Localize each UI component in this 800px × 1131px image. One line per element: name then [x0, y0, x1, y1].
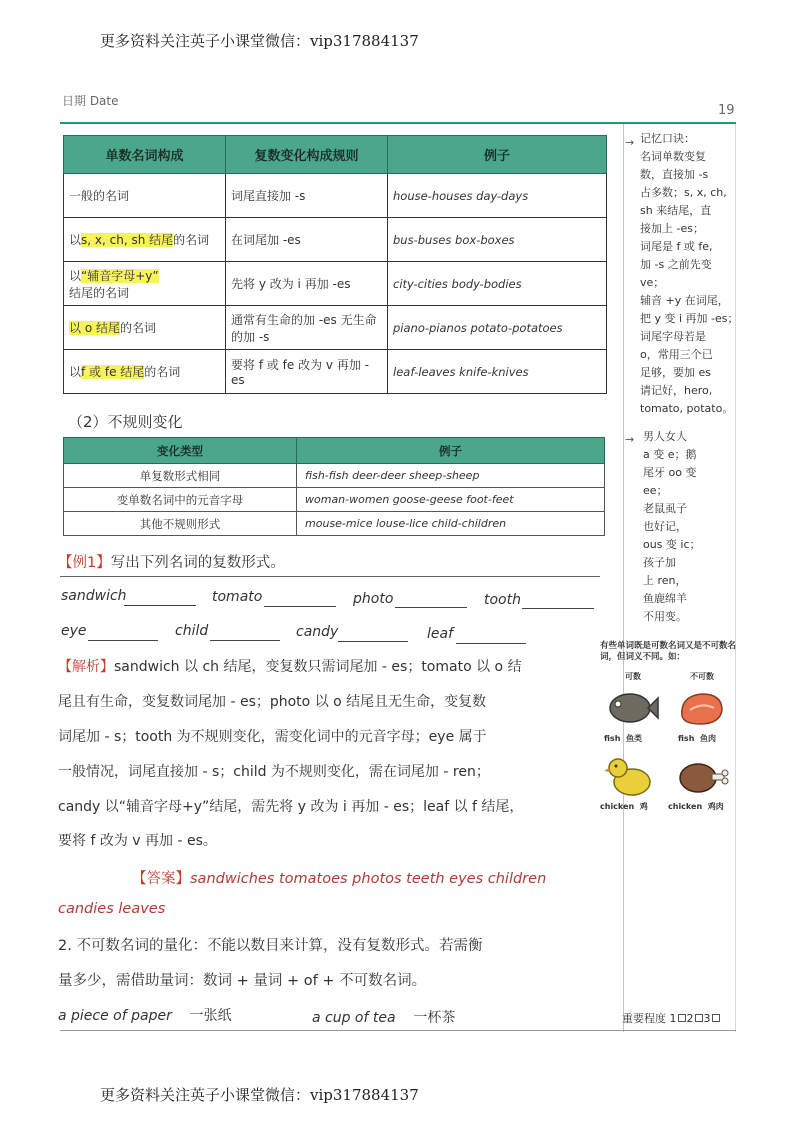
answer-label: 【答案】 — [132, 871, 190, 887]
memo-line: 不用变。 — [643, 610, 687, 623]
table-cell: leaf-leaves knife-knives — [388, 350, 607, 394]
memo-line: 词尾字母若是 — [640, 330, 706, 343]
uncountable-line: 2. 不可数名词的量化：不能以数目来计算，没有复数形式。若需衡 — [58, 938, 483, 954]
analysis-line — [58, 656, 522, 676]
highlighted-text: “辅音字母+y” — [81, 268, 159, 283]
cell-text: 的名词 — [119, 321, 156, 335]
cell-text: 以 — [69, 365, 82, 379]
table-cell — [64, 262, 226, 306]
chicken-label — [600, 801, 648, 812]
irregular-plural-table — [63, 437, 605, 536]
word-leaf: leaf — [427, 626, 454, 642]
word-candy: candy — [296, 624, 339, 640]
page-number: 19 — [718, 103, 735, 118]
memo-line: 请记好，hero, — [640, 384, 713, 397]
analysis-line: 词尾加 - s；tooth 为不规则变化，需变化词中的元音字母；eye 属于 — [58, 729, 487, 745]
table-cell: house-houses day-days — [388, 174, 607, 218]
highlighted-text: s, x, ch, sh 结尾 — [81, 233, 174, 247]
answer-text: sandwiches tomatoes photos teeth eyes children — [190, 871, 547, 887]
table1-header: 复数变化构成规则 — [226, 136, 388, 174]
example-instruction: 写出下列名词的复数形式。 — [110, 555, 285, 571]
table-row — [64, 306, 607, 350]
memo-line: o，常用三个已 — [640, 348, 713, 361]
table-cell: 变单数名词中的元音字母 — [64, 488, 297, 512]
label-en: chicken — [668, 802, 703, 811]
memo-line: 足够，要加 es — [640, 366, 711, 379]
answer-blank[interactable] — [264, 606, 336, 607]
memo-line: 接加上 -es； — [640, 222, 704, 235]
example-en: a piece of paper — [58, 1008, 172, 1024]
table-cell: 要将 f 或 fe 改为 v 再加 -es — [226, 350, 388, 394]
analysis-line: 尾且有生命，变复数词尾加 - es；photo 以 o 结尾且无生命，变复数 — [58, 694, 487, 710]
cell-text: 结尾的名词 — [69, 285, 130, 300]
watermark-bottom: 更多资料关注英子小课堂微信：vip317884137 — [100, 1086, 419, 1104]
fish-meat-icon — [676, 688, 728, 728]
word-sandwich: sandwich — [61, 588, 127, 604]
highlighted-text: 以 o 结尾 — [69, 321, 120, 335]
rating-checkbox[interactable] — [695, 1014, 703, 1022]
label-en: chicken — [600, 802, 635, 811]
analysis-text: sandwich 以 ch 结尾，变复数只需词尾加 - es；tomato 以 o 结 — [114, 659, 522, 675]
table2-header: 例子 — [297, 438, 605, 464]
memo-line: 男人女人 — [643, 430, 687, 443]
table1-header: 例子 — [388, 136, 607, 174]
answer-blank[interactable] — [456, 643, 526, 644]
label-en: fish — [678, 734, 695, 743]
memo-line: 老鼠虱子 — [643, 502, 687, 515]
table2-header: 变化类型 — [64, 438, 297, 464]
fish-icon — [600, 686, 660, 730]
watermark-top: 更多资料关注英子小课堂微信：vip317884137 — [100, 32, 419, 50]
memo-line: ve； — [640, 276, 665, 289]
memo-line: 占多数；s, x, ch, — [640, 186, 727, 199]
rating-checkbox[interactable] — [712, 1014, 720, 1022]
uncountable-example — [58, 1005, 232, 1025]
word-photo: photo — [353, 591, 394, 607]
chicken-icon — [604, 752, 656, 798]
example-zh: 一杯茶 — [413, 1010, 456, 1026]
table-cell — [64, 306, 226, 350]
table-row — [64, 350, 607, 394]
answer-blank[interactable] — [88, 640, 158, 641]
table-cell: 其他不规则形式 — [64, 512, 297, 536]
cell-text: 以 — [69, 233, 82, 247]
memo-line: 名词单数变复 — [640, 150, 706, 163]
memo-line: 加 -s 之前先变 — [640, 258, 712, 271]
example-zh: 一张纸 — [189, 1008, 232, 1024]
arrow-icon: → — [625, 136, 635, 149]
cell-text: 的名词 — [144, 365, 181, 379]
analysis-line: 要将 f 改为 v 再加 - es。 — [58, 833, 217, 849]
section-title: （2）不规则变化 — [68, 413, 183, 431]
rating-number: 3 — [703, 1012, 711, 1025]
example-label: 例1 — [72, 555, 97, 571]
memo-line: 鱼鹿绵羊 — [643, 592, 687, 605]
sidebar-divider — [623, 124, 624, 1032]
highlighted-text: f 或 fe 结尾 — [81, 365, 145, 379]
table-cell: 在词尾加 -es — [226, 218, 388, 262]
table-cell: bus-buses box-boxes — [388, 218, 607, 262]
table-cell: fish-fish deer-deer sheep-sheep — [297, 464, 605, 488]
cell-text: 以 — [69, 268, 82, 283]
table1-header: 单数名词构成 — [64, 136, 226, 174]
uncountable-line: 量多少，需借助量词：数词 + 量词 + of + 不可数名词。 — [58, 973, 427, 989]
memo-line: ous 变 ic； — [643, 538, 701, 551]
date-label: 日期 Date — [62, 94, 119, 108]
table-row — [64, 218, 607, 262]
analysis-line: 一般情况，词尾直接加 - s；child 为不规则变化，需在词尾加 - ren； — [58, 764, 490, 780]
importance-label: 重要程度 1 — [622, 1012, 677, 1025]
bracket: 】 — [96, 555, 111, 571]
table-row — [64, 174, 607, 218]
memo-line: ee； — [643, 484, 668, 497]
table-cell: 先将 y 改为 i 再加 -es — [226, 262, 388, 306]
table-row — [64, 464, 605, 488]
answer-blank[interactable] — [124, 605, 196, 606]
label-zh: 鱼类 — [625, 734, 642, 743]
memory-tip-irregular — [643, 428, 747, 626]
table-cell — [64, 350, 226, 394]
table-row — [64, 488, 605, 512]
chicken-meat-label — [668, 801, 724, 812]
cell-text: 的名词 — [173, 233, 210, 247]
answer-blank[interactable] — [338, 641, 408, 642]
memo-line: tomato, potato。 — [640, 402, 734, 415]
answer-line: candies leaves — [58, 901, 166, 917]
table-cell: woman-women goose-geese foot-feet — [297, 488, 605, 512]
bracket: 【 — [58, 555, 73, 571]
answer-blank[interactable] — [395, 607, 467, 608]
memo-line: 词尾是 f 或 fe, — [640, 240, 713, 253]
table-cell: 通常有生命的加 -es 无生命的加 -s — [226, 306, 388, 350]
memo-line: 记忆口诀： — [640, 132, 695, 145]
arrow-icon: → — [625, 433, 635, 446]
chicken-meat-icon — [674, 756, 730, 798]
rating-checkbox[interactable] — [678, 1014, 686, 1022]
memo-line: 把 y 变 i 再加 -es； — [640, 312, 739, 325]
memo-line: 孩子加 — [643, 556, 676, 569]
label-zh: 鸡肉 — [707, 802, 724, 811]
table-cell: mouse-mice louse-lice child-children — [297, 512, 605, 536]
uncountable-label: 不可数 — [690, 672, 714, 681]
table-cell: city-cities body-bodies — [388, 262, 607, 306]
countable-label: 可数 — [625, 672, 641, 681]
table-cell: 词尾直接加 -s — [226, 174, 388, 218]
memo-line: 数，直接加 -s — [640, 168, 709, 181]
table-row — [64, 512, 605, 536]
table-cell: 一般的名词 — [64, 174, 226, 218]
example-en: a cup of tea — [312, 1010, 396, 1026]
footer-rule — [60, 1030, 736, 1031]
example-heading — [58, 551, 285, 572]
memo-line: a 变 e；鹅 — [643, 448, 697, 461]
table-cell: piano-pianos potato-potatoes — [388, 306, 607, 350]
table-cell — [64, 218, 226, 262]
word-child: child — [175, 623, 209, 639]
fish-meat-label — [678, 733, 716, 744]
analysis-label: 【解析】 — [58, 659, 114, 675]
ruled-line — [60, 576, 600, 577]
memory-tip — [640, 130, 744, 418]
importance-rating — [622, 1010, 721, 1026]
memo-line: 尾牙 oo 变 — [643, 466, 697, 479]
label-en: fish — [604, 734, 621, 743]
memo-line: 上 ren， — [643, 574, 687, 587]
memo-line: 也好记， — [643, 520, 687, 533]
rating-number: 2 — [686, 1012, 694, 1025]
uncountable-example — [312, 1007, 455, 1027]
table-cell: 单复数形式相同 — [64, 464, 297, 488]
word-tomato: tomato — [212, 589, 263, 605]
label-zh: 鱼肉 — [699, 734, 716, 743]
answer-blank[interactable] — [522, 608, 594, 609]
label-zh: 鸡 — [639, 802, 648, 811]
plural-rules-table — [63, 135, 607, 394]
answer-line — [132, 867, 546, 888]
analysis-line: candy 以“辅音字母+y”结尾，需先将 y 改为 i 再加 - es；leaf 以 f 结尾， — [58, 799, 524, 815]
countable-note: 有些单词既是可数名词又是不可数名词，但词义不同。如： — [600, 641, 737, 662]
answer-blank[interactable] — [210, 640, 280, 641]
word-tooth: tooth — [484, 592, 521, 608]
memo-line: sh 来结尾，直 — [640, 204, 712, 217]
word-eye: eye — [61, 623, 87, 639]
fish-label — [604, 733, 642, 744]
memo-line: 辅音 +y 在词尾， — [640, 294, 729, 307]
table-row — [64, 262, 607, 306]
